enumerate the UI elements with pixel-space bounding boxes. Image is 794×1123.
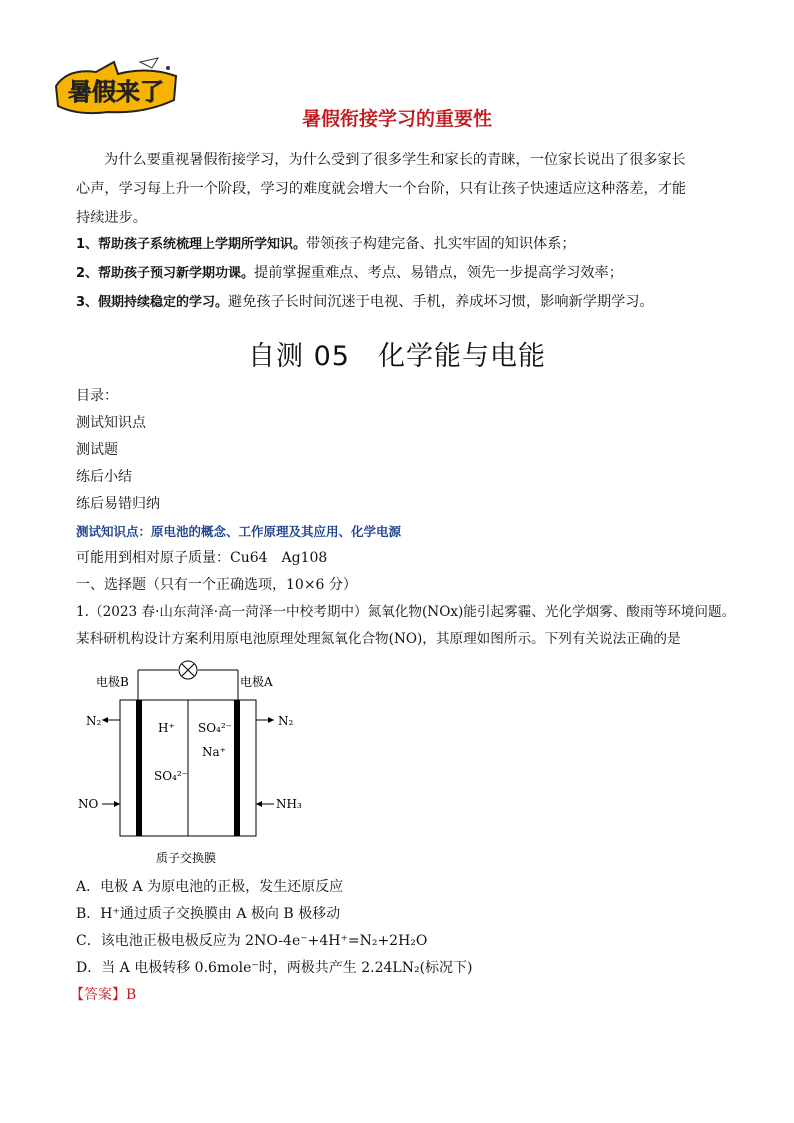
toc-item: 测试知识点 xyxy=(76,415,146,431)
ion-so4-left: SO₄²⁻ xyxy=(154,769,189,783)
point-bold: 3、假期持续稳定的学习。 xyxy=(76,295,229,310)
intro-line: 心声，学习每上升一个阶段，学习的难度就会增大一个台阶，只有让孩子快速适应这种落差，才能 xyxy=(76,181,687,197)
bulb-icon xyxy=(179,661,197,679)
toc-item: 练后小结 xyxy=(76,469,132,485)
point-text: 带领孩子构建完备、扎实牢固的知识体系； xyxy=(306,236,576,252)
page-title: 自测 05 化学能与电能 xyxy=(248,341,546,372)
point-bold: 2、帮助孩子预习新学期功课。 xyxy=(76,266,255,281)
membrane-label: 质子交换膜 xyxy=(156,851,217,865)
intro-line: 为什么要重视暑假衔接学习，为什么受到了很多学生和家长的青睐，一位家长说出了很多家长 xyxy=(104,152,686,168)
answer xyxy=(70,982,136,1009)
option-c: C．该电池正极电极反应为 2NO-4e⁻+4H⁺=N₂+2H₂O xyxy=(76,933,428,949)
intro-line: 持续进步。 xyxy=(76,210,147,226)
electrode-a xyxy=(234,700,240,836)
question-stem: 某科研机构设计方案利用原电池原理处理氮氧化合物(NO)，其原理如图所示。下列有关说法正确的是 xyxy=(76,631,681,647)
question-stem: 1.（2023 春·山东菏泽·高一菏泽一中校考期中）氮氧化物(NOx)能引起雾霾、光化学烟雾、酸雨等环境问题。 xyxy=(76,604,736,620)
electrode-a-label: 电极A xyxy=(240,675,273,689)
logo-text: 暑假来了 xyxy=(68,78,164,106)
ion-na: Na⁺ xyxy=(202,745,226,759)
atomic-mass: 可能用到相对原子质量：Cu64 Ag108 xyxy=(76,550,328,566)
ion-h: H⁺ xyxy=(158,721,175,735)
toc-label: 目录： xyxy=(76,388,118,404)
nh3-label: NH₃ xyxy=(276,797,302,811)
point-bold: 1、帮助孩子系统梳理上学期所学知识。 xyxy=(76,237,307,252)
n2-left-label: N₂ xyxy=(86,714,102,728)
battery-diagram xyxy=(74,654,314,868)
point-text: 提前掌握重难点、考点、易错点，领先一步提高学习效率； xyxy=(254,265,623,281)
ion-so4-right: SO₄²⁻ xyxy=(198,721,233,735)
knowledge-points: 测试知识点：原电池的概念、工作原理及其应用、化学电源 xyxy=(76,524,402,539)
point-1 xyxy=(76,230,718,259)
n2-right-label: N₂ xyxy=(278,714,294,728)
intro-paragraph xyxy=(76,146,718,233)
importance-points xyxy=(76,230,718,317)
section-heading: 一、选择题（只有一个正确选项，10×6 分） xyxy=(76,577,357,593)
option-b: B．H⁺通过质子交换膜由 A 极向 B 极移动 xyxy=(76,906,341,922)
toc-item: 测试题 xyxy=(76,442,118,458)
toc-item: 练后易错归纳 xyxy=(76,496,160,512)
answer-value: B xyxy=(126,987,137,1003)
point-text: 避免孩子长时间沉迷于电视、手机，养成坏习惯，影响新学期学习。 xyxy=(228,294,654,310)
electrode-b-label: 电极B xyxy=(96,675,129,689)
option-d: D．当 A 电极转移 0.6mole⁻时，两极共产生 2.24LN₂(标况下) xyxy=(76,960,473,976)
answer-label: 【答案】 xyxy=(70,987,126,1003)
point-2 xyxy=(76,259,718,288)
point-3 xyxy=(76,288,718,317)
option-a: A．电极 A 为原电池的正极，发生还原反应 xyxy=(76,879,344,895)
electrode-b xyxy=(136,700,142,836)
no-label: NO xyxy=(78,797,99,811)
banner-title: 暑假衔接学习的重要性 xyxy=(301,108,492,130)
